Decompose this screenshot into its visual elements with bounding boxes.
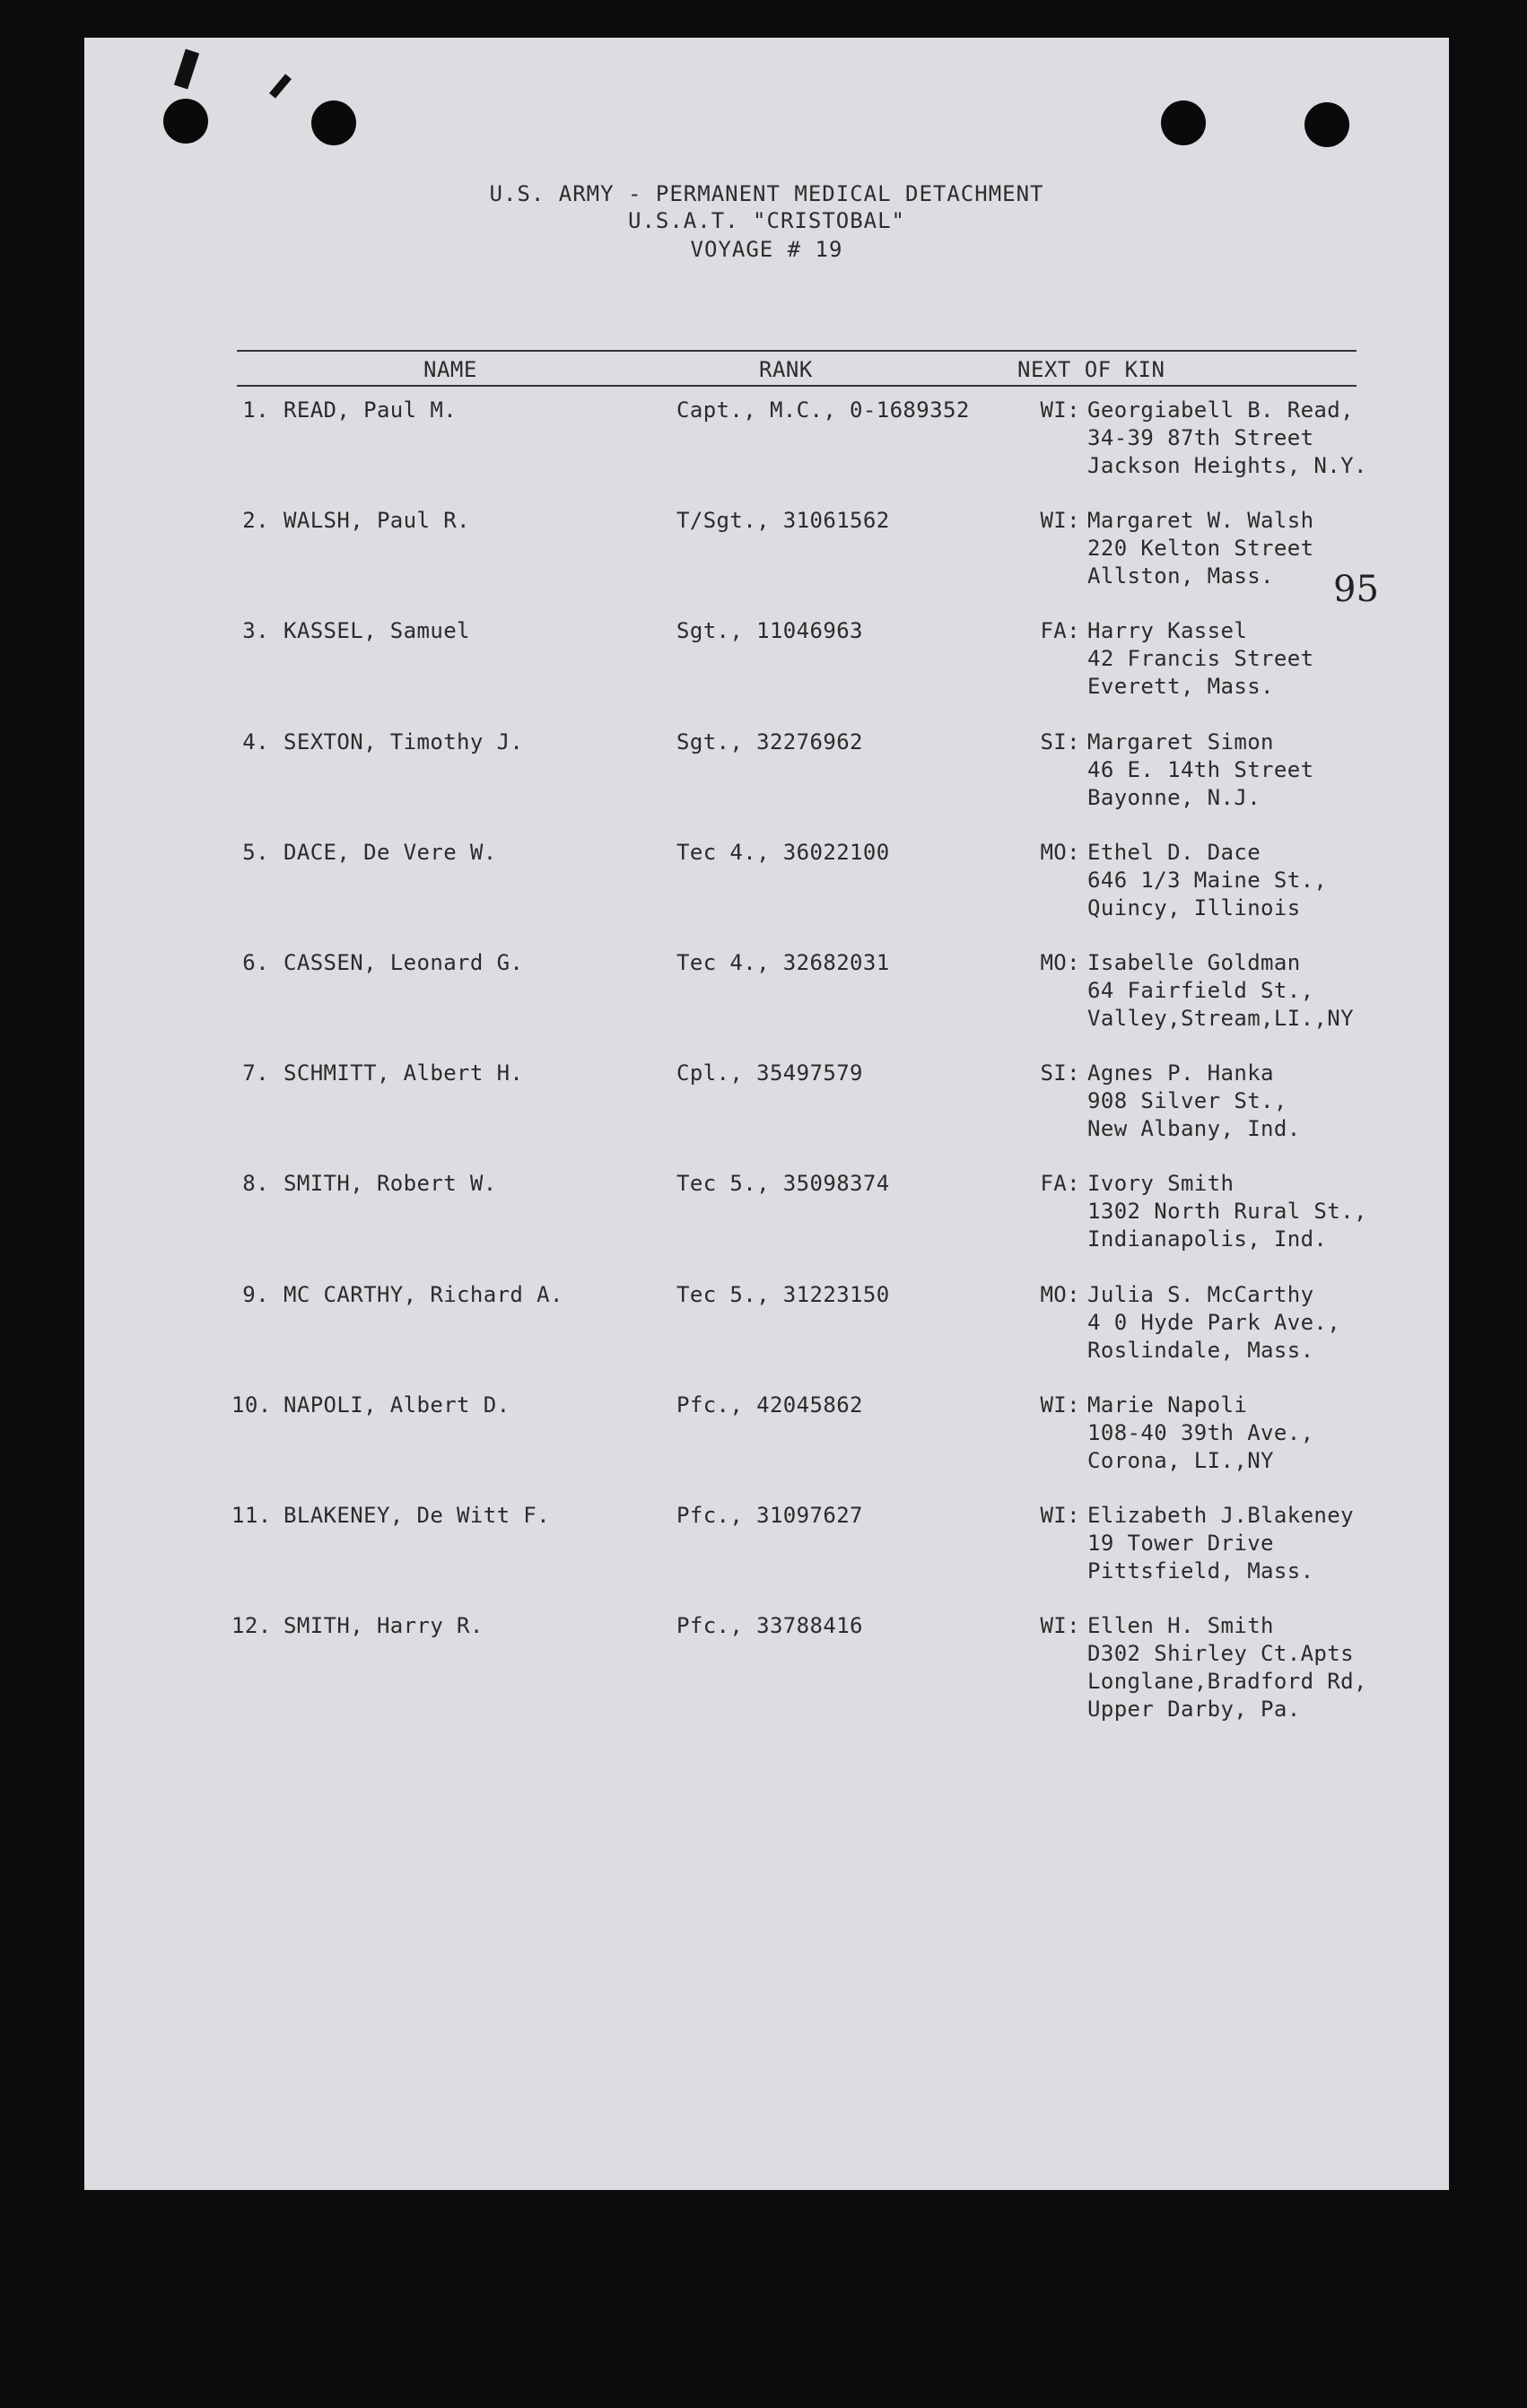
rank-serial: Tec 5., 35098374 bbox=[676, 1171, 890, 1197]
next-of-kin: Agnes P. Hanka 908 Silver St., New Albany, Ind. bbox=[1087, 1060, 1301, 1142]
relationship: FA: bbox=[1040, 1171, 1080, 1197]
table-row bbox=[84, 397, 1449, 507]
table-row bbox=[84, 729, 1449, 839]
relationship: MO: bbox=[1040, 839, 1080, 865]
punch-hole bbox=[1304, 102, 1349, 147]
rank-serial: Pfc., 31097627 bbox=[676, 1503, 863, 1528]
table-row bbox=[84, 839, 1449, 949]
next-of-kin: Harry Kassel 42 Francis Street Everett, Mass. bbox=[1087, 618, 1314, 700]
table-row bbox=[84, 507, 1449, 617]
row-number: 9. bbox=[242, 1281, 269, 1307]
next-of-kin: Ellen H. Smith D302 Shirley Ct.Apts Longlane,Bradford Rd, Upper Darby, Pa. bbox=[1087, 1613, 1367, 1723]
table-row bbox=[84, 949, 1449, 1060]
row-number: 2. bbox=[242, 508, 269, 534]
soldier-name: SCHMITT, Albert H. bbox=[284, 1060, 524, 1086]
table-row bbox=[84, 1502, 1449, 1612]
punch-hole bbox=[311, 100, 356, 145]
soldier-name: SMITH, Robert W. bbox=[284, 1171, 497, 1197]
table-row bbox=[84, 1281, 1449, 1392]
column-header-name: NAME bbox=[423, 357, 477, 382]
ink-mark bbox=[174, 49, 199, 90]
rank-serial: Tec 5., 31223150 bbox=[676, 1281, 890, 1307]
punch-hole bbox=[163, 99, 208, 144]
rank-serial: Pfc., 33788416 bbox=[676, 1613, 863, 1639]
ink-mark bbox=[269, 74, 292, 98]
rank-serial: Tec 4., 32682031 bbox=[676, 950, 890, 975]
next-of-kin: Ivory Smith 1302 North Rural St., Indianapolis, Ind. bbox=[1087, 1171, 1367, 1252]
rank-serial: T/Sgt., 31061562 bbox=[676, 508, 890, 534]
next-of-kin: Margaret W. Walsh 220 Kelton Street Allston, Mass. bbox=[1087, 508, 1314, 589]
soldier-name: WALSH, Paul R. bbox=[284, 508, 470, 534]
rank-serial: Cpl., 35497579 bbox=[676, 1060, 863, 1086]
relationship: MO: bbox=[1040, 950, 1080, 975]
punch-hole bbox=[1161, 100, 1206, 145]
row-number: 5. bbox=[242, 839, 269, 865]
table-row bbox=[84, 1612, 1449, 1723]
soldier-name: KASSEL, Samuel bbox=[284, 618, 470, 644]
next-of-kin: Georgiabell B. Read, 34-39 87th Street Jackson Heights, N.Y. bbox=[1087, 397, 1367, 478]
table-row bbox=[84, 1392, 1449, 1502]
soldier-name: MC CARTHY, Richard A. bbox=[284, 1281, 563, 1307]
row-number: 7. bbox=[242, 1060, 269, 1086]
relationship: MO: bbox=[1040, 1281, 1080, 1307]
next-of-kin: Marie Napoli 108-40 39th Ave., Corona, LI.,NY bbox=[1087, 1392, 1314, 1473]
relationship: WI: bbox=[1040, 1503, 1080, 1528]
soldier-name: READ, Paul M. bbox=[284, 397, 458, 423]
row-number: 1. bbox=[242, 397, 269, 423]
relationship: WI: bbox=[1040, 1613, 1080, 1639]
row-number: 6. bbox=[242, 950, 269, 975]
header-line-3: VOYAGE # 19 bbox=[690, 237, 843, 262]
soldier-name: NAPOLI, Albert D. bbox=[284, 1392, 510, 1418]
header-line-1: U.S. ARMY - PERMANENT MEDICAL DETACHMENT bbox=[489, 181, 1044, 206]
relationship: SI: bbox=[1040, 1060, 1080, 1086]
header-line-2: U.S.A.T. "CRISTOBAL" bbox=[628, 208, 905, 233]
table-row bbox=[84, 1060, 1449, 1170]
next-of-kin: Ethel D. Dace 646 1/3 Maine St., Quincy, Illinois bbox=[1087, 839, 1328, 920]
table-row bbox=[84, 1170, 1449, 1280]
relationship: WI: bbox=[1040, 508, 1080, 534]
next-of-kin: Elizabeth J.Blakeney 19 Tower Drive Pittsfield, Mass. bbox=[1087, 1503, 1354, 1584]
page-number: 95 bbox=[1333, 569, 1379, 610]
row-number: 3. bbox=[242, 618, 269, 644]
relationship: SI: bbox=[1040, 729, 1080, 755]
row-number: 8. bbox=[242, 1171, 269, 1197]
table-row bbox=[84, 617, 1449, 728]
next-of-kin: Julia S. McCarthy 4 0 Hyde Park Ave., Roslindale, Mass. bbox=[1087, 1281, 1341, 1363]
next-of-kin: Margaret Simon 46 E. 14th Street Bayonne, N.J. bbox=[1087, 729, 1314, 810]
rank-serial: Capt., M.C., 0-1689352 bbox=[676, 397, 970, 423]
soldier-name: DACE, De Vere W. bbox=[284, 839, 497, 865]
row-number: 4. bbox=[242, 729, 269, 755]
relationship: WI: bbox=[1040, 397, 1080, 423]
soldier-name: SMITH, Harry R. bbox=[284, 1613, 484, 1639]
column-header-kin: NEXT OF KIN bbox=[1017, 357, 1165, 382]
document-page bbox=[84, 38, 1449, 2190]
rank-serial: Sgt., 11046963 bbox=[676, 618, 863, 644]
rank-serial: Sgt., 32276962 bbox=[676, 729, 863, 755]
relationship: FA: bbox=[1040, 618, 1080, 644]
row-number: 12. bbox=[231, 1613, 272, 1639]
next-of-kin: Isabelle Goldman 64 Fairfield St., Valley,Stream,LI.,NY bbox=[1087, 950, 1354, 1031]
row-number: 11. bbox=[231, 1503, 272, 1528]
rank-serial: Tec 4., 36022100 bbox=[676, 839, 890, 865]
header-rule bbox=[237, 385, 1357, 387]
soldier-name: SEXTON, Timothy J. bbox=[284, 729, 524, 755]
rank-serial: Pfc., 42045862 bbox=[676, 1392, 863, 1418]
relationship: WI: bbox=[1040, 1392, 1080, 1418]
soldier-name: BLAKENEY, De Witt F. bbox=[284, 1503, 550, 1528]
soldier-name: CASSEN, Leonard G. bbox=[284, 950, 524, 975]
column-header-rank: RANK bbox=[759, 357, 813, 382]
top-rule bbox=[237, 350, 1357, 352]
row-number: 10. bbox=[231, 1392, 272, 1418]
